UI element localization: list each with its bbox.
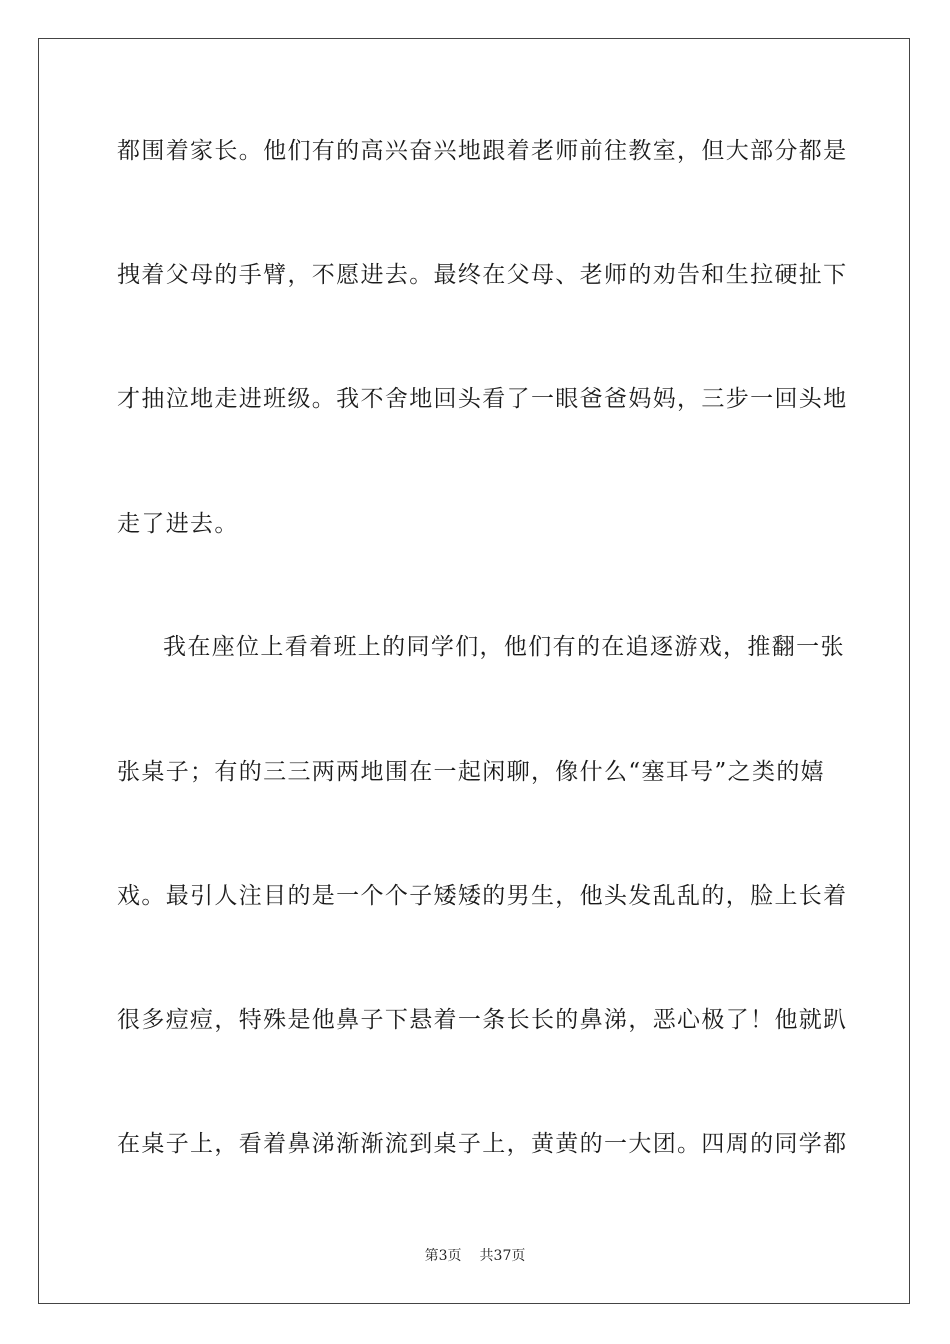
text-line: 张桌子；有的三三两两地围在一起闲聊，像什么“塞耳号”之类的嬉	[117, 759, 826, 785]
total-pages: 共37页	[479, 1248, 526, 1264]
text-line: 走了进去。	[117, 511, 239, 537]
text-line: 戏。最引人注目的是一个个子矮矮的男生，他头发乱乱的，脸上长着	[117, 883, 848, 909]
text-line: 很多痘痘，特殊是他鼻子下悬着一条长长的鼻涕，恶心极了！他就趴	[117, 1007, 848, 1033]
text-line: 才抽泣地走进班级。我不舍地回头看了一眼爸爸妈妈，三步一回头地	[117, 386, 848, 412]
page-number: 第3页	[424, 1248, 462, 1264]
page-footer	[0, 1246, 950, 1266]
text-line: 都围着家长。他们有的高兴奋兴地跟着老师前往教室，但大部分都是	[117, 138, 848, 164]
text-line: 拽着父母的手臂，不愿进去。最终在父母、老师的劝告和生拉硬扯下	[117, 262, 848, 288]
paragraph-first-line: 我在座位上看着班上的同学们，他们有的在追逐游戏，推翻一张	[163, 634, 845, 660]
page-border	[38, 38, 910, 1304]
text-line: 在桌子上，看着鼻涕渐渐流到桌子上，黄黄的一大团。四周的同学都	[117, 1131, 848, 1157]
